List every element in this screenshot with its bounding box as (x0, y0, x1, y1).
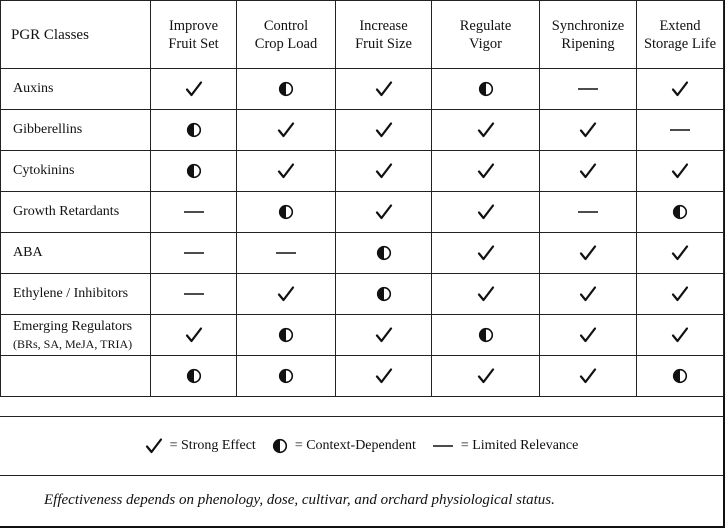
table-cell (336, 274, 432, 315)
header-line: Control (263, 17, 309, 34)
row-label (1, 110, 151, 151)
header-line: Fruit Size (355, 35, 412, 52)
check-icon (671, 285, 689, 303)
row-label-text: Ethylene / Inhibitors (13, 286, 129, 301)
table-cell (432, 192, 540, 233)
check-icon (375, 203, 393, 221)
half-circle-icon (376, 245, 392, 261)
table-cell (637, 356, 724, 397)
check-icon (579, 367, 597, 385)
check-icon (671, 162, 689, 180)
check-icon (579, 244, 597, 262)
table-row (1, 110, 724, 151)
table-cell (151, 356, 237, 397)
row-label (1, 356, 151, 397)
table-row (1, 192, 724, 233)
table-header-row (1, 1, 724, 69)
check-icon (145, 437, 163, 455)
check-icon (277, 285, 295, 303)
row-label (1, 69, 151, 110)
table-cell (237, 315, 336, 356)
table-cell (336, 356, 432, 397)
table-cell (336, 151, 432, 192)
table-cell (336, 233, 432, 274)
half-circle-icon (478, 327, 494, 343)
table-row (1, 356, 724, 397)
table-row (1, 151, 724, 192)
legend-label-context: = Context-Dependent (294, 438, 416, 453)
table-cell (432, 151, 540, 192)
check-icon (579, 162, 597, 180)
table-cell (637, 274, 724, 315)
row-label (1, 274, 151, 315)
check-icon (477, 285, 495, 303)
table-cell (237, 192, 336, 233)
legend-item-strong (145, 437, 256, 455)
table-cell (151, 110, 237, 151)
header-control-crop-load (237, 1, 336, 69)
check-icon (277, 121, 295, 139)
dash-icon (577, 86, 599, 92)
check-icon (579, 326, 597, 344)
check-icon (375, 326, 393, 344)
table-cell (151, 69, 237, 110)
header-line: Storage Life (643, 35, 717, 52)
table-cell (151, 233, 237, 274)
row-label (1, 151, 151, 192)
row-label-text: Growth Retardants (13, 204, 120, 219)
table-cell (432, 233, 540, 274)
legend-label-strong: = Strong Effect (169, 438, 256, 453)
table-body (1, 69, 724, 397)
table-cell (432, 315, 540, 356)
check-icon (185, 80, 203, 98)
check-icon (477, 121, 495, 139)
table-cell (432, 69, 540, 110)
table-cell (540, 151, 637, 192)
table-cell (237, 110, 336, 151)
check-icon (671, 80, 689, 98)
check-icon (579, 285, 597, 303)
half-circle-icon (272, 438, 288, 454)
row-label (1, 192, 151, 233)
table-cell (336, 110, 432, 151)
check-icon (375, 121, 393, 139)
legend-item-limited (432, 438, 579, 454)
table-cell (540, 274, 637, 315)
table-cell (336, 69, 432, 110)
check-icon (477, 244, 495, 262)
row-label-text: Cytokinins (13, 163, 75, 178)
header-increase-fruit-size (336, 1, 432, 69)
table-cell (637, 233, 724, 274)
legend (0, 416, 723, 476)
row-label-text: Gibberellins (13, 122, 83, 137)
half-circle-icon (672, 368, 688, 384)
check-icon (375, 162, 393, 180)
half-circle-icon (376, 286, 392, 302)
half-circle-icon (186, 368, 202, 384)
table-cell (432, 356, 540, 397)
table-cell (637, 192, 724, 233)
header-improve-fruit-set (151, 1, 237, 69)
header-line: Increase (359, 17, 408, 34)
table-cell (637, 69, 724, 110)
check-icon (375, 80, 393, 98)
header-line: Vigor (469, 35, 502, 52)
table-cell (637, 110, 724, 151)
dash-icon (432, 443, 454, 449)
check-icon (477, 162, 495, 180)
check-icon (579, 121, 597, 139)
check-icon (671, 326, 689, 344)
dash-icon (275, 250, 297, 256)
table-cell (151, 315, 237, 356)
table-cell (540, 356, 637, 397)
legend-label-limited: = Limited Relevance (460, 438, 579, 453)
header-pgr-classes: PGR Classes (1, 1, 151, 69)
table-cell (432, 110, 540, 151)
table-cell (540, 69, 637, 110)
table-cell (540, 110, 637, 151)
table-cell (540, 315, 637, 356)
table-cell (151, 274, 237, 315)
table-row (1, 69, 724, 110)
table-cell (237, 233, 336, 274)
table-row (1, 315, 724, 356)
header-extend-storage-life (637, 1, 724, 69)
header-synchronize-ripening (540, 1, 637, 69)
table-row (1, 233, 724, 274)
header-regulate-vigor (432, 1, 540, 69)
row-label (1, 233, 151, 274)
table-cell (237, 356, 336, 397)
dash-icon (183, 250, 205, 256)
table-cell (237, 274, 336, 315)
half-circle-icon (278, 204, 294, 220)
table-cell (151, 192, 237, 233)
table-cell (336, 192, 432, 233)
header-line: Extend (659, 17, 701, 34)
row-sublabel-text: (BRs, SA, MeJA, TRIA) (13, 336, 133, 351)
half-circle-icon (672, 204, 688, 220)
header-line: Crop Load (254, 35, 318, 52)
table-cell (151, 151, 237, 192)
header-line: Regulate (459, 17, 512, 34)
legend-item-context (272, 438, 416, 454)
half-circle-icon (278, 81, 294, 97)
row-label-text: Emerging Regulators (13, 318, 133, 334)
dash-icon (577, 209, 599, 215)
check-icon (671, 244, 689, 262)
table-cell (637, 315, 724, 356)
table-cell (336, 315, 432, 356)
table-cell (540, 233, 637, 274)
row-label-text: ABA (13, 245, 43, 260)
row-label (1, 315, 151, 356)
half-circle-icon (186, 163, 202, 179)
dash-icon (183, 291, 205, 297)
half-circle-icon (186, 122, 202, 138)
footnote: Effectiveness depends on phenology, dose, cultivar, and orchard physiological status. (44, 492, 555, 508)
table-cell (540, 192, 637, 233)
table-cell (432, 274, 540, 315)
header-line: Ripening (561, 35, 615, 52)
row-label-text: Auxins (13, 81, 54, 96)
half-circle-icon (278, 327, 294, 343)
check-icon (477, 203, 495, 221)
check-icon (375, 367, 393, 385)
table-cell (237, 69, 336, 110)
half-circle-icon (478, 81, 494, 97)
table-cell (237, 151, 336, 192)
header-line: Improve (168, 17, 219, 34)
check-icon (477, 367, 495, 385)
dash-icon (183, 209, 205, 215)
table-cell (637, 151, 724, 192)
check-icon (185, 326, 203, 344)
header-line: Fruit Set (168, 35, 219, 52)
header-line: Synchronize (551, 17, 625, 34)
check-icon (277, 162, 295, 180)
half-circle-icon (278, 368, 294, 384)
dash-icon (669, 127, 691, 133)
table-row (1, 274, 724, 315)
